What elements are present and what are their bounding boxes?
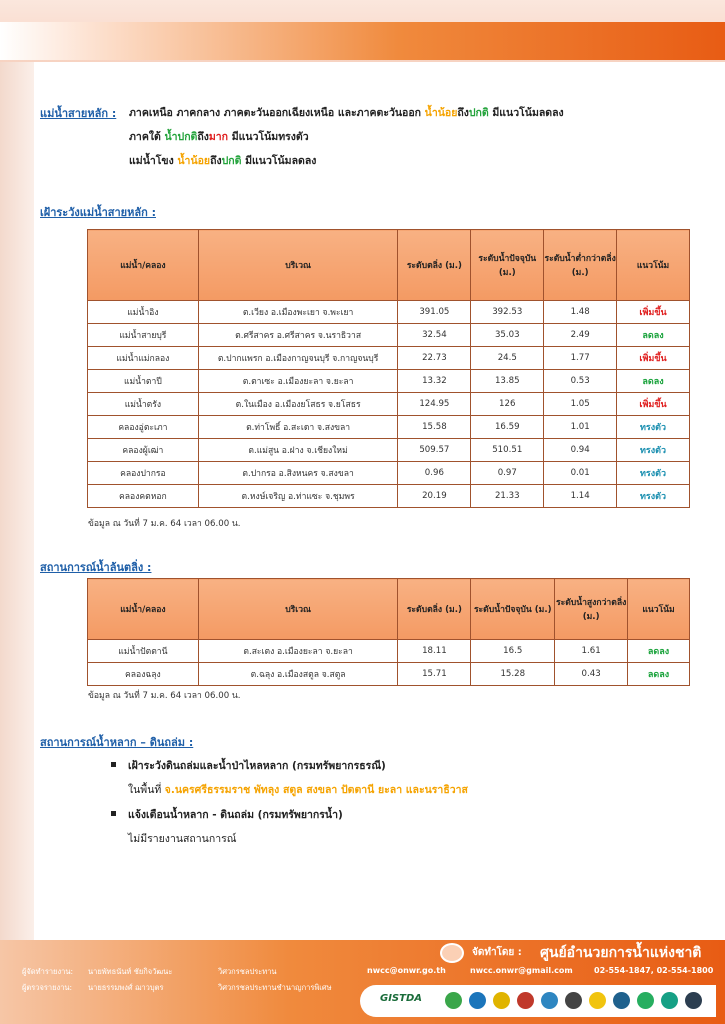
col-header: แนวโน้ม — [628, 579, 690, 640]
table-cell: ต.ท่าโพธิ์ อ.สะเดา จ.สงขลา — [198, 416, 398, 439]
col-header: บริเวณ — [198, 579, 398, 640]
table-cell: ต.แม่สูน อ.ฝาง จ.เชียงใหม่ — [198, 439, 398, 462]
landslide-item-2-text: ไม่มีรายงานสถานการณ์ — [128, 833, 237, 845]
checked-label: ผู้ตรวจรายงาน: — [22, 983, 73, 992]
table-row — [88, 324, 690, 347]
table-cell: ทรงตัว — [617, 439, 690, 462]
table-cell: คลองฉลุง — [88, 663, 199, 686]
overflow-title: สถานการณ์น้ำล้นตลิ่ง : — [40, 561, 152, 574]
col-header: ระดับน้ำปัจจุบัน (ม.) — [471, 230, 544, 301]
col-header: แนวโน้ม — [617, 230, 690, 301]
table-cell: 0.94 — [544, 439, 617, 462]
table-cell: 126 — [471, 393, 544, 416]
table-cell: 510.51 — [471, 439, 544, 462]
table-cell: ต.ในเมือง อ.เมืองยโสธร จ.ยโสธร — [198, 393, 398, 416]
table-row — [88, 301, 690, 324]
table-cell: ลดลง — [628, 640, 690, 663]
left-margin-shade — [0, 62, 34, 942]
overflow-table — [87, 578, 690, 686]
landslide-item-1-title: เฝ้าระวังดินถล่มและน้ำป่าไหลหลาก (กรมทรัพยากรธรณี) — [128, 760, 386, 772]
watch-title: เฝ้าระวังแม่น้ำสายหลัก : — [40, 206, 156, 219]
col-header: บริเวณ — [198, 230, 398, 301]
col-header: แม่น้ำ/คลอง — [88, 579, 199, 640]
table-cell: แม่น้ำสายบุรี — [88, 324, 199, 347]
table-cell: 1.05 — [544, 393, 617, 416]
table-cell: ลดลง — [617, 370, 690, 393]
table-row — [88, 347, 690, 370]
table-cell: 16.59 — [471, 416, 544, 439]
partner-logo-icon — [493, 992, 510, 1009]
table-cell: 1.14 — [544, 485, 617, 508]
table-cell: 391.05 — [398, 301, 471, 324]
table-cell: ต.ปากรอ อ.สิงหนคร จ.สงขลา — [198, 462, 398, 485]
table-cell: 18.11 — [398, 640, 471, 663]
table-cell: ต.สะเตง อ.เมืองยะลา จ.ยะลา — [198, 640, 398, 663]
table-cell: 124.95 — [398, 393, 471, 416]
table-cell: 1.48 — [544, 301, 617, 324]
table-row — [88, 370, 690, 393]
table-cell: แม่น้ำตาปี — [88, 370, 199, 393]
table-cell: 22.73 — [398, 347, 471, 370]
table-row — [88, 485, 690, 508]
table-cell: เพิ่มขึ้น — [617, 347, 690, 370]
col-header: ระดับตลิ่ง (ม.) — [398, 230, 471, 301]
table-cell: 0.43 — [555, 663, 628, 686]
table-cell: ลดลง — [628, 663, 690, 686]
main-rivers-line-3: แม่น้ำโขง น้ำน้อยถึงปกติ มีแนวโน้มลดลง — [129, 155, 317, 167]
table-cell: คลองอู่ตะเภา — [88, 416, 199, 439]
overflow-note: ข้อมูล ณ วันที่ 7 ม.ค. 64 เวลา 06.00 น. — [88, 691, 241, 701]
partner-logo-icon — [445, 992, 462, 1009]
main-rivers-line-1: ภาคเหนือ ภาคกลาง ภาคตะวันออกเฉียงเหนือ และภาคตะวันออก น้ำน้อยถึงปกติ มีแนวโน้มลดลง — [129, 107, 564, 119]
partner-logo-icon — [685, 992, 702, 1009]
mascot-icon — [440, 943, 464, 963]
table-cell: ต.ศรีสาคร อ.ศรีสาคร จ.นราธิวาส — [198, 324, 398, 347]
partner-logo-icon — [517, 992, 534, 1009]
partner-logo-icon — [469, 992, 486, 1009]
partner-logo-icon — [613, 992, 630, 1009]
table-cell: 1.01 — [544, 416, 617, 439]
checked-role: วิศวกรชลประทานชำนาญการพิเศษ — [218, 983, 332, 992]
table-row — [88, 439, 690, 462]
table-cell: ต.หงษ์เจริญ อ.ท่าแซะ จ.ชุมพร — [198, 485, 398, 508]
table-row — [88, 393, 690, 416]
table-cell: 15.71 — [398, 663, 471, 686]
org-prefix: จัดทำโดย : — [472, 947, 522, 958]
table-cell: แม่น้ำปัตตานี — [88, 640, 199, 663]
partner-logo-icon — [637, 992, 654, 1009]
table-cell: แม่น้ำแม่กลอง — [88, 347, 199, 370]
checked-name: นายธรรมพงศ์ ฌาวบุตร — [88, 983, 164, 992]
table-cell: คลองคตหอก — [88, 485, 199, 508]
table-cell: แม่น้ำตรัง — [88, 393, 199, 416]
table-cell: 24.5 — [471, 347, 544, 370]
partner-logo-icon — [565, 992, 582, 1009]
table-row — [88, 663, 690, 686]
main-rivers-title: แม่น้ำสายหลัก : — [40, 107, 117, 120]
col-header: ระดับน้ำปัจจุบัน (ม.) — [471, 579, 555, 640]
table-row — [88, 640, 690, 663]
landslide-item-1-areas: ในพื้นที่ จ.นครศรีธรรมราช พัทลุง สตูล สงขลา ปัตตานี ยะลา และนราธิวาส — [128, 784, 468, 796]
gistda-logo: GISTDA — [380, 993, 422, 1004]
table-cell: 21.33 — [471, 485, 544, 508]
website-text: nwcc@onwr.go.th — [367, 966, 446, 975]
landslide-item-2-title: แจ้งเตือนน้ำหลาก - ดินถล่ม (กรมทรัพยากรน้ำ) — [128, 809, 343, 821]
watch-note: ข้อมูล ณ วันที่ 7 ม.ค. 64 เวลา 06.00 น. — [88, 519, 241, 529]
table-cell: คลองผู้เฒ่า — [88, 439, 199, 462]
table-cell: ทรงตัว — [617, 462, 690, 485]
table-cell: 0.96 — [398, 462, 471, 485]
prepared-role: วิศวกรชลประทาน — [218, 967, 277, 976]
partner-logo-icon — [541, 992, 558, 1009]
table-cell: 392.53 — [471, 301, 544, 324]
table-cell: 0.01 — [544, 462, 617, 485]
table-cell: ต.ปากแพรก อ.เมืองกาญจนบุรี จ.กาญจนบุรี — [198, 347, 398, 370]
table-cell: ต.เวียง อ.เมืองพะเยา จ.พะเยา — [198, 301, 398, 324]
col-header: แม่น้ำ/คลอง — [88, 230, 199, 301]
partner-logo-icon — [589, 992, 606, 1009]
org-name: ศูนย์อำนวยการน้ำแห่งชาติ — [540, 945, 702, 961]
table-cell: 1.77 — [544, 347, 617, 370]
table-cell: ทรงตัว — [617, 485, 690, 508]
table-cell: 32.54 — [398, 324, 471, 347]
table-cell: 509.57 — [398, 439, 471, 462]
prepared-label: ผู้จัดทำรายงาน: — [22, 967, 73, 976]
col-header: ระดับตลิ่ง (ม.) — [398, 579, 471, 640]
table-cell: เพิ่มขึ้น — [617, 301, 690, 324]
header-banner — [0, 0, 725, 62]
table-cell: 13.32 — [398, 370, 471, 393]
table-cell: 0.53 — [544, 370, 617, 393]
table-cell: 13.85 — [471, 370, 544, 393]
table-cell: 35.03 — [471, 324, 544, 347]
table-cell: แม่น้ำอิง — [88, 301, 199, 324]
watch-table — [87, 229, 690, 508]
col-header: ระดับน้ำสูงกว่าตลิ่ง (ม.) — [555, 579, 628, 640]
table-cell: 0.97 — [471, 462, 544, 485]
main-rivers-line-2: ภาคใต้ น้ำปกติถึงมาก มีแนวโน้มทรงตัว — [129, 131, 309, 143]
table-cell: คลองปากรอ — [88, 462, 199, 485]
table-row — [88, 416, 690, 439]
table-cell: เพิ่มขึ้น — [617, 393, 690, 416]
table-cell: ต.ฉลุง อ.เมืองสตูล จ.สตูล — [198, 663, 398, 686]
table-cell: 20.19 — [398, 485, 471, 508]
table-cell: 1.61 — [555, 640, 628, 663]
table-row — [88, 462, 690, 485]
prepared-name: นายพัทธนันท์ ชัยกิจวัฒนะ — [88, 967, 173, 976]
table-cell: 15.58 — [398, 416, 471, 439]
table-cell: ทรงตัว — [617, 416, 690, 439]
table-cell: ลดลง — [617, 324, 690, 347]
email-text: nwcc.onwr@gmail.com — [470, 966, 573, 975]
table-cell: 15.28 — [471, 663, 555, 686]
table-cell: 16.5 — [471, 640, 555, 663]
table-cell: 2.49 — [544, 324, 617, 347]
bullet-icon — [111, 762, 116, 767]
partner-logo-icon — [661, 992, 678, 1009]
landslide-title: สถานการณ์น้ำหลาก – ดินถล่ม : — [40, 736, 194, 749]
bullet-icon — [111, 811, 116, 816]
phone-text: 02-554-1847, 02-554-1800 — [594, 966, 714, 975]
col-header: ระดับน้ำต่ำกว่าตลิ่ง (ม.) — [544, 230, 617, 301]
table-cell: ต.ตาเซะ อ.เมืองยะลา จ.ยะลา — [198, 370, 398, 393]
